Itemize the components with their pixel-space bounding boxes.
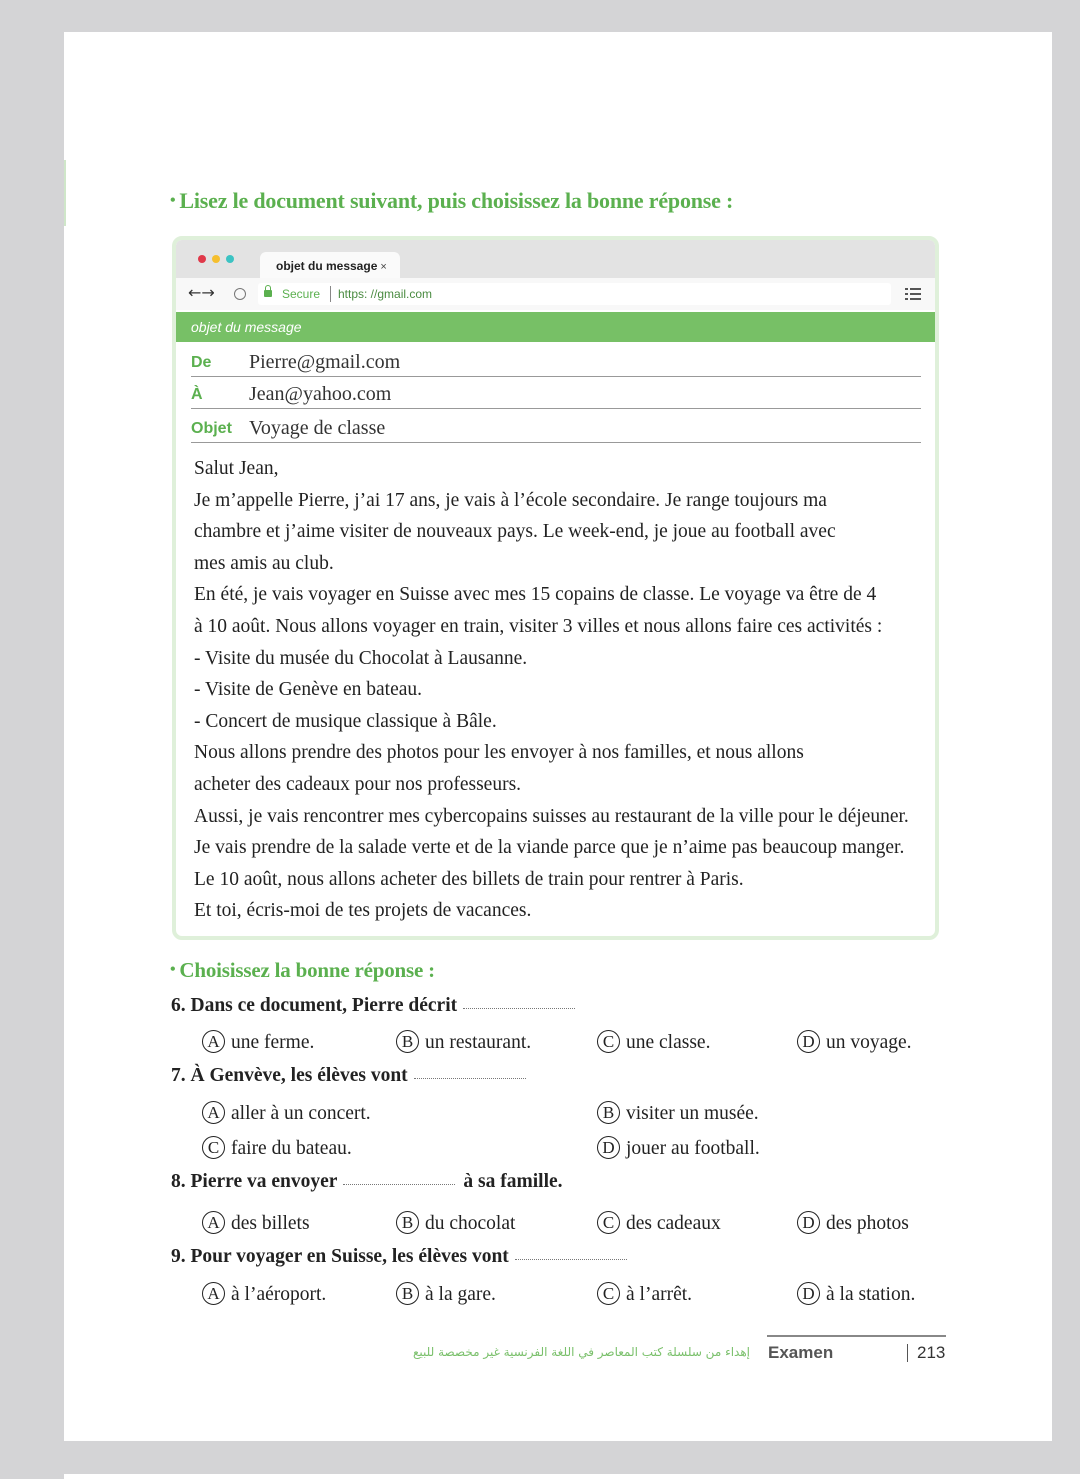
section-heading-text: Choisissez la bonne réponse : xyxy=(179,958,435,982)
to-field xyxy=(191,378,921,409)
browser-tabstrip xyxy=(176,240,935,278)
footer-divider xyxy=(907,1344,908,1362)
url-field[interactable] xyxy=(258,283,891,305)
option-8a[interactable] xyxy=(202,1211,310,1235)
option-letter: B xyxy=(396,1282,419,1305)
option-text: à l’arrêt. xyxy=(626,1284,693,1305)
question-text: 7. À Genvève, les élèves vont xyxy=(171,1065,408,1086)
option-8b[interactable] xyxy=(396,1211,515,1235)
option-7a[interactable] xyxy=(202,1101,371,1125)
option-text: aller à un concert. xyxy=(231,1103,371,1124)
subject-label: Objet xyxy=(191,420,232,437)
email-line: - Visite du musée du Chocolat à Lausanne. xyxy=(194,647,528,669)
from-value: Pierre@gmail.com xyxy=(249,351,401,373)
question-text: 8. Pierre va envoyer xyxy=(171,1171,338,1192)
email-line: Et toi, écris-moi de tes projets de vacances. xyxy=(194,900,532,922)
question-text: 9. Pour voyager en Suisse, les élèves vont xyxy=(171,1246,509,1267)
url-text: https: //gmail.com xyxy=(338,287,433,301)
option-text: un restaurant. xyxy=(425,1032,532,1053)
address-bar xyxy=(176,278,935,310)
question-text: 6. Dans ce document, Pierre décrit xyxy=(171,995,458,1016)
question-9 xyxy=(171,1246,627,1268)
option-letter: D xyxy=(797,1211,820,1234)
option-letter: A xyxy=(202,1282,225,1305)
option-letter: C xyxy=(597,1211,620,1234)
email-line: Aussi, je vais rencontrer mes cybercopains suisses au restaurant de la ville pour le déjeuner. xyxy=(194,805,909,827)
option-text: des photos xyxy=(826,1213,909,1234)
option-letter: C xyxy=(202,1136,225,1159)
back-forward-icon[interactable]: ←→ xyxy=(188,283,215,302)
option-text: des billets xyxy=(231,1213,310,1234)
minimize-dot-icon xyxy=(212,255,220,263)
question-8 xyxy=(171,1171,563,1193)
option-letter: B xyxy=(597,1101,620,1124)
answer-blank xyxy=(343,1183,455,1185)
option-letter: C xyxy=(597,1282,620,1305)
email-line: Nous allons prendre des photos pour les envoyer à nos familles, et nous allons xyxy=(194,742,804,764)
instruction-text: Lisez le document suivant, puis choisissez la bonne réponse : xyxy=(179,188,734,213)
email-line: En été, je vais voyager en Suisse avec mes 15 copains de classe. Le voyage va être de 4 xyxy=(194,584,877,606)
option-8c[interactable] xyxy=(597,1211,721,1235)
email-line: Je m’appelle Pierre, j’ai 17 ans, je vais à l’école secondaire. Je range toujours ma xyxy=(194,489,827,511)
question-6 xyxy=(171,995,575,1017)
option-letter: C xyxy=(597,1030,620,1053)
option-7c[interactable] xyxy=(202,1136,352,1160)
secure-label: Secure xyxy=(282,287,321,301)
option-text: jouer au football. xyxy=(626,1138,760,1159)
email-line: acheter des cadeaux pour nos professeurs. xyxy=(194,773,522,795)
option-text: du chocolat xyxy=(425,1213,516,1234)
option-9d[interactable] xyxy=(797,1282,915,1306)
subject-value: Voyage de classe xyxy=(249,417,386,439)
option-text: visiter un musée. xyxy=(626,1103,759,1124)
email-line: - Concert de musique classique à Bâle. xyxy=(194,710,497,732)
instruction-heading: • Lisez le document suivant, puis choisissez la bonne réponse : xyxy=(170,188,734,213)
option-text: un voyage. xyxy=(826,1032,912,1053)
option-text: une ferme. xyxy=(231,1032,315,1053)
option-letter: D xyxy=(597,1136,620,1159)
browser-tab[interactable] xyxy=(260,252,400,278)
tab-close-icon[interactable]: × xyxy=(380,261,387,273)
option-6d[interactable] xyxy=(797,1030,912,1054)
option-text: des cadeaux xyxy=(626,1213,721,1234)
section-heading: • Choisissez la bonne réponse : xyxy=(170,958,435,982)
option-text: à la gare. xyxy=(425,1284,496,1305)
footer-rule xyxy=(767,1335,946,1337)
option-9c[interactable] xyxy=(597,1282,692,1306)
to-value: Jean@yahoo.com xyxy=(249,383,392,405)
email-card xyxy=(172,236,939,940)
email-line: Salut Jean, xyxy=(194,458,279,479)
footer-section: Examen xyxy=(768,1343,834,1362)
subject-field xyxy=(191,412,921,443)
option-6a[interactable] xyxy=(202,1030,314,1054)
option-6c[interactable] xyxy=(597,1030,710,1054)
email-line: mes amis au club. xyxy=(194,552,334,574)
answer-blank xyxy=(515,1258,627,1260)
option-letter: B xyxy=(396,1211,419,1234)
question-7 xyxy=(171,1065,526,1087)
option-7d[interactable] xyxy=(597,1136,760,1160)
option-9b[interactable] xyxy=(396,1282,496,1306)
url-separator xyxy=(330,286,331,302)
footer-arabic-note: إهداء من سلسلة كتب المعاصر في اللغة الفرنسية غير مخصصة للبيع xyxy=(413,1345,750,1359)
email-line: chambre et j’aime visiter de nouveaux pays. Le week-end, je joue au football avec xyxy=(194,521,836,543)
option-letter: D xyxy=(797,1030,820,1053)
answer-blank xyxy=(463,1007,575,1009)
tab-title: objet du message xyxy=(276,259,378,273)
from-label: De xyxy=(191,354,212,371)
option-text: faire du bateau. xyxy=(231,1138,352,1159)
option-letter: D xyxy=(797,1282,820,1305)
email-line: Je vais prendre de la salade verte et de la viande parce que je n’aime pas beaucoup manger. xyxy=(194,837,905,859)
option-letter: A xyxy=(202,1030,225,1053)
reload-icon[interactable] xyxy=(234,288,246,300)
maximize-dot-icon xyxy=(226,255,234,263)
option-text: une classe. xyxy=(626,1032,711,1053)
option-text: à l’aéroport. xyxy=(231,1284,327,1305)
email-line: Le 10 août, nous allons acheter des billets de train pour rentrer à Paris. xyxy=(194,868,744,890)
answer-blank xyxy=(414,1077,526,1079)
option-text: à la station. xyxy=(826,1284,916,1305)
email-line: à 10 août. Nous allons voyager en train, visiter 3 villes et nous allons faire ces activités : xyxy=(194,615,883,637)
next-page-edge xyxy=(64,1474,1080,1479)
option-letter: A xyxy=(202,1101,225,1124)
margin-mark xyxy=(64,160,66,226)
email-body xyxy=(194,453,919,927)
subject-bar: objet du message xyxy=(176,312,935,342)
option-letter: A xyxy=(202,1211,225,1234)
option-letter: B xyxy=(396,1030,419,1053)
email-line: - Visite de Genève en bateau. xyxy=(194,679,423,701)
option-8d[interactable] xyxy=(797,1211,909,1235)
option-9a[interactable] xyxy=(202,1282,326,1306)
question-text-after: à sa famille. xyxy=(463,1171,563,1192)
to-label: À xyxy=(191,386,203,403)
option-6b[interactable] xyxy=(396,1030,531,1054)
from-field xyxy=(191,346,921,377)
option-7b[interactable] xyxy=(597,1101,759,1125)
page-number: 213 xyxy=(917,1343,946,1362)
menu-list-icon[interactable] xyxy=(905,288,921,300)
lock-icon xyxy=(264,290,272,297)
close-dot-icon xyxy=(198,255,206,263)
